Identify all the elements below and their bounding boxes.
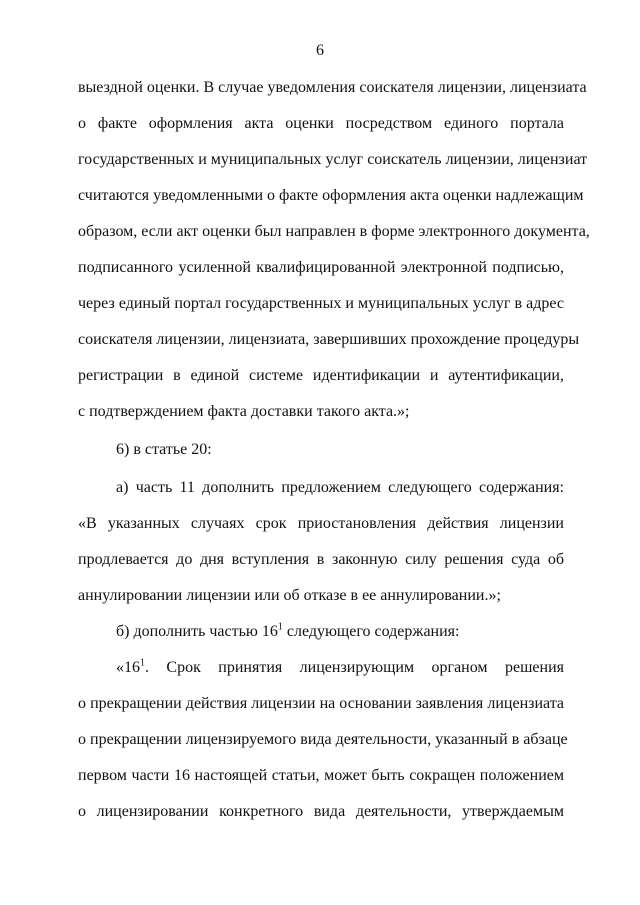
text-line-1: выездной оценки. В случае уведомления соискателя лицензии, лицензиата: [78, 79, 587, 96]
text-line-21: о лицензировании конкретного вида деятельности, утверждаемым: [78, 803, 564, 820]
text-line-20: первом части 16 настоящей статьи, может быть сокращен положением: [78, 767, 564, 784]
page-number: 6: [316, 42, 324, 59]
text-line-5: образом, если акт оценки был направлен в форме электронного документа,: [78, 223, 590, 240]
text-line-13: «В указанных случаях срок приостановления действия лицензии: [78, 515, 564, 532]
text-line-19: о прекращении лицензируемого вида деятельности, указанный в абзаце: [78, 731, 568, 748]
text-line-11: 6) в статье 20:: [116, 441, 212, 458]
text-line-15: аннулировании лицензии или об отказе в ее аннулировании.»;: [78, 587, 501, 604]
superscript: 1: [140, 657, 145, 669]
text-line-8: соискателя лицензии, лицензиата, завершивших прохождение процедуры: [78, 331, 580, 348]
text-line-17: [116, 658, 564, 678]
text-part-17b: . Срок принятия лицензирующим органом решения: [145, 659, 564, 676]
text-part-16a: б) дополнить частью 16: [116, 623, 278, 640]
text-line-7: через единый портал государственных и муниципальных услуг в адрес: [78, 295, 564, 312]
text-line-4: считаются уведомленными о факте оформления акта оценки надлежащим: [78, 187, 584, 204]
text-line-10: с подтверждением факта доставки такого акта.»;: [78, 403, 410, 420]
text-part-17a: «16: [116, 659, 140, 676]
text-line-9: регистрации в единой системе идентификации и аутентификации,: [78, 367, 564, 384]
superscript: 1: [277, 621, 283, 633]
text-line-12: а) часть 11 дополнить предложением следующего содержания:: [116, 479, 564, 496]
text-line-16: [116, 622, 564, 642]
text-line-3: государственных и муниципальных услуг соискатель лицензии, лицензиат: [78, 151, 588, 168]
text-line-6: подписанного усиленной квалифицированной электронной подписью,: [78, 259, 564, 276]
text-part-16b: следующего содержания:: [286, 623, 460, 640]
text-line-2: о факте оформления акта оценки посредством единого портала: [78, 115, 564, 132]
text-line-18: о прекращении действия лицензии на основании заявления лицензиата: [78, 695, 564, 712]
text-line-14: продлевается до дня вступления в законную силу решения суда об: [78, 551, 564, 568]
